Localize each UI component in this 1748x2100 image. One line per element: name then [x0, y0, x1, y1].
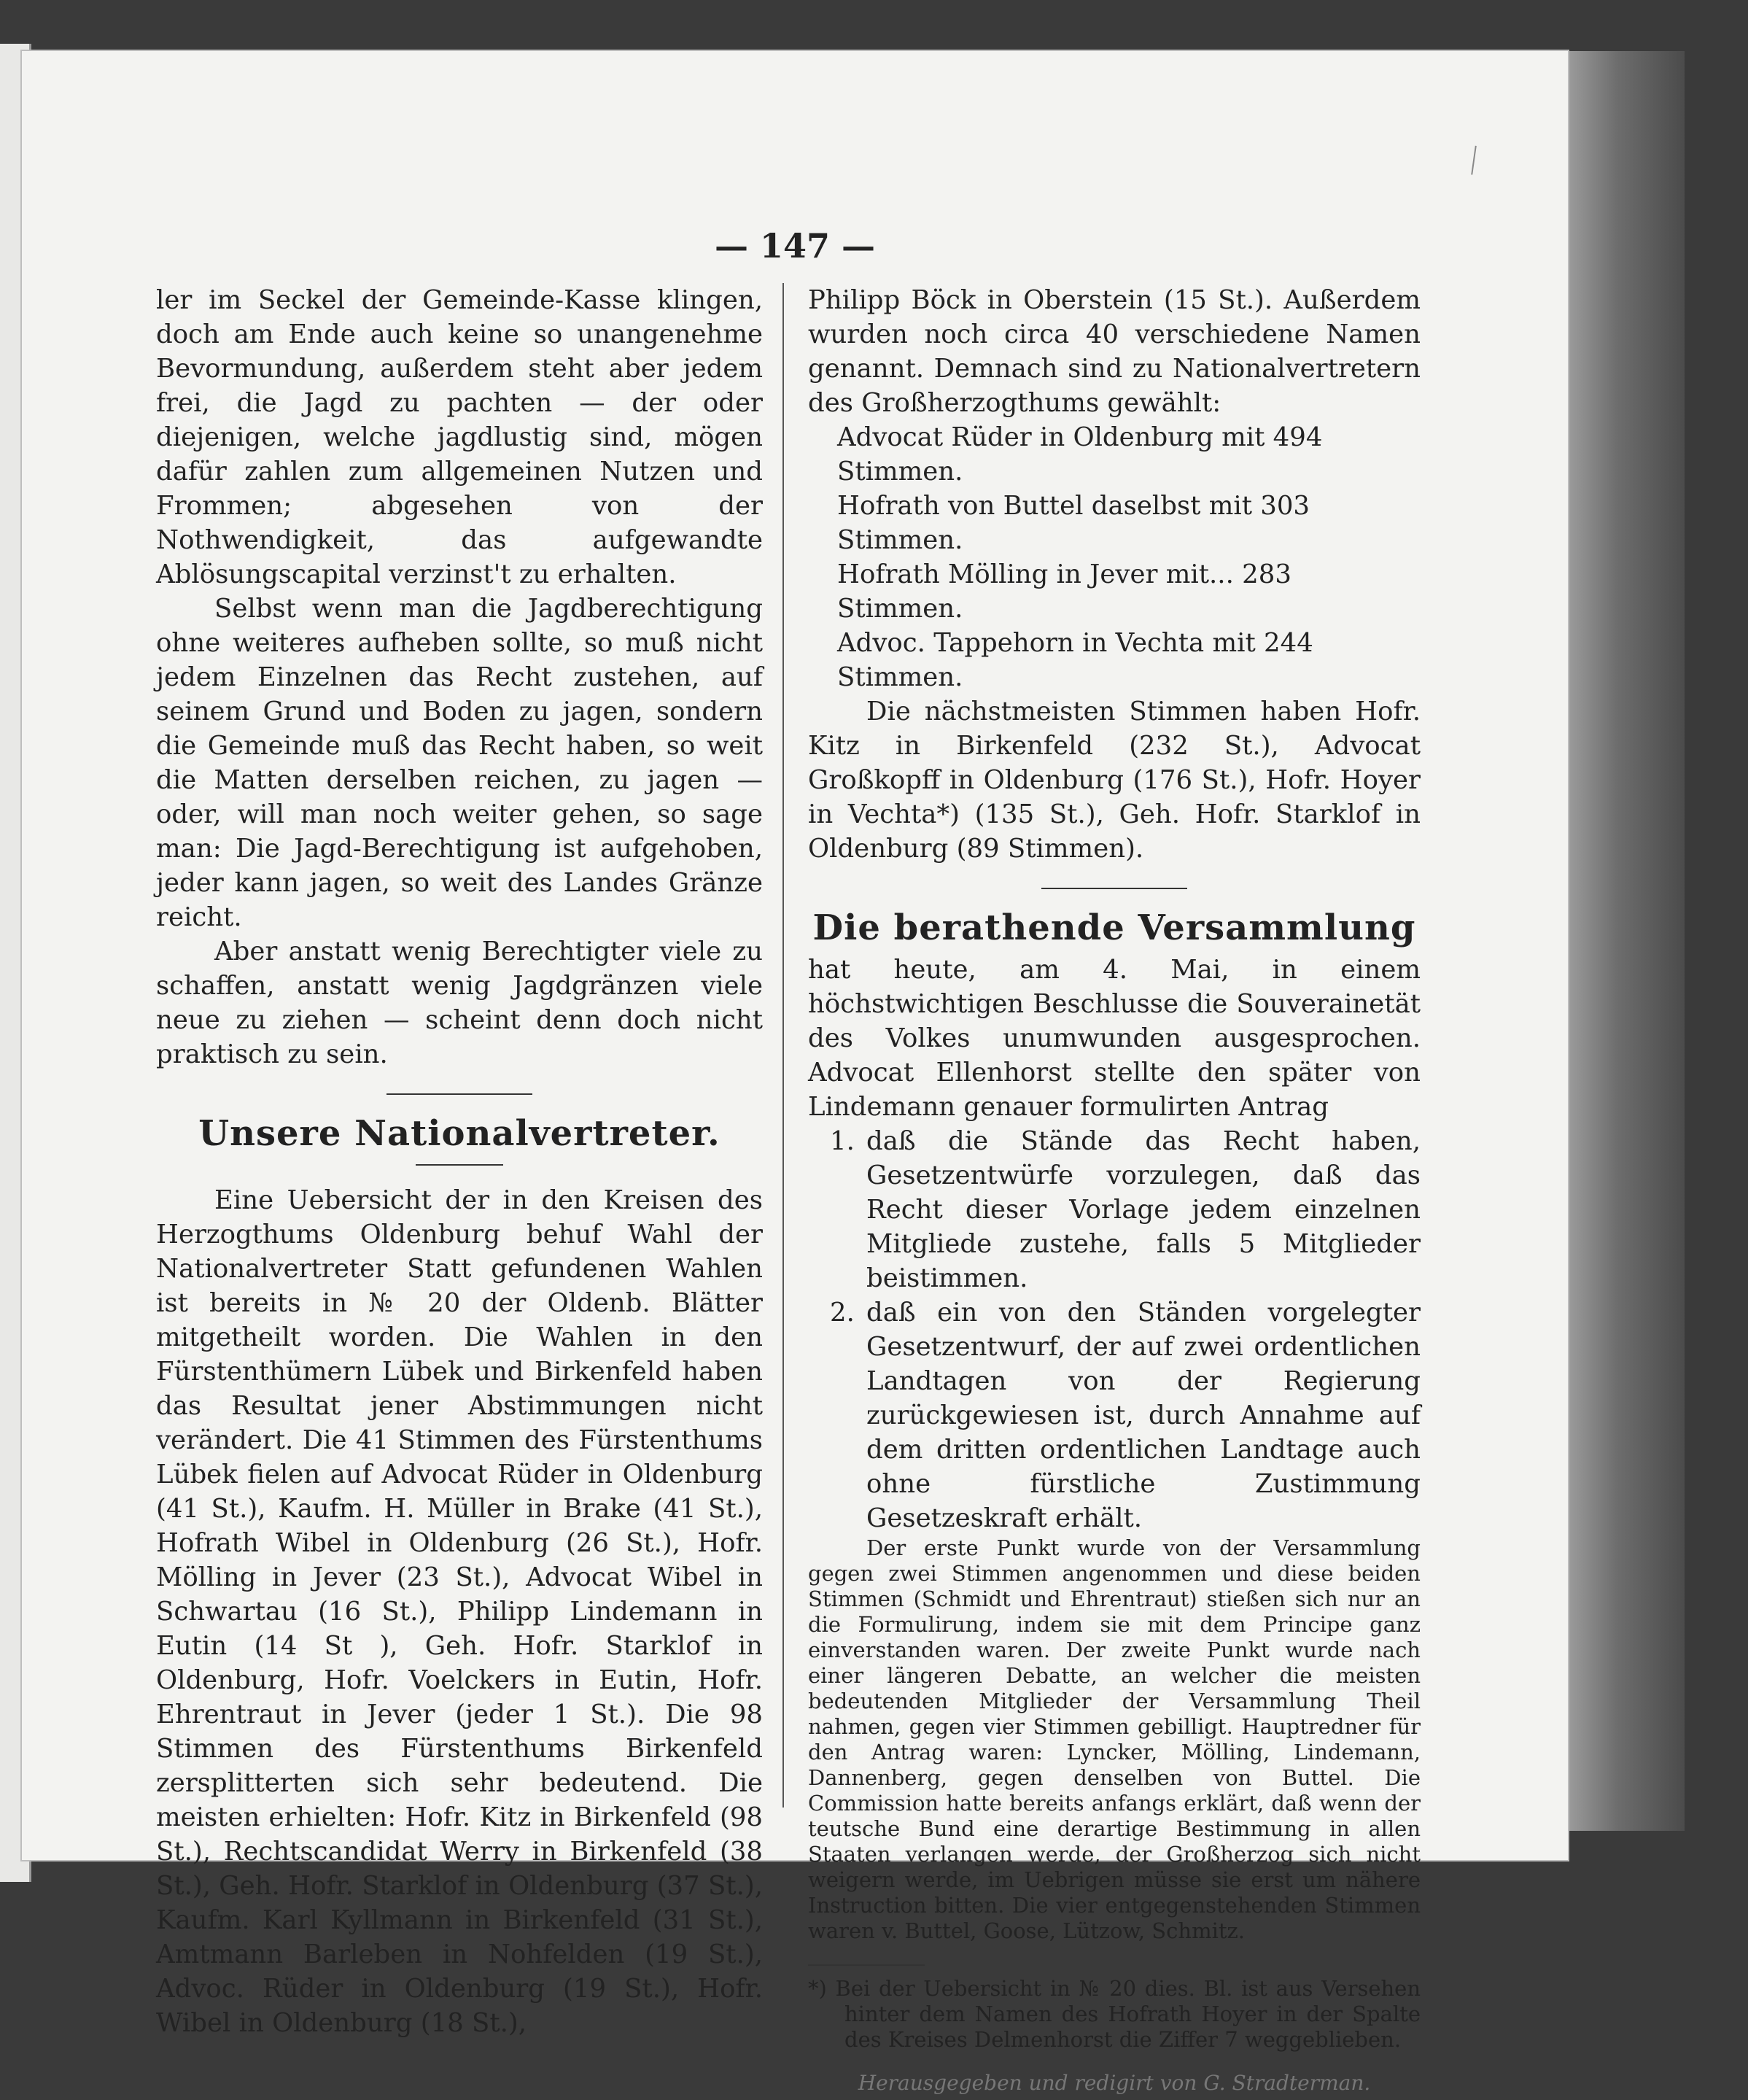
motion-item [808, 1124, 1421, 1295]
page-number: — 147 — [714, 226, 876, 266]
elected-item: Hofrath von Buttel daselbst mit 303 Stimmen. [837, 491, 1310, 555]
motion-number: 2. [830, 1298, 855, 1328]
right-column [808, 283, 1421, 2100]
motion-text: daß ein von den Ständen vorgelegter Gesetzentwurf, der auf zwei ordentlichen Landtagen von der Regierung zurückgewiesen ist, durch Annahme auf dem dritten ordentlichen Landtage auch ohne fürstliche Zustimmung Gesetzeskraft erhält. [866, 1298, 1421, 1533]
paragraph-hunting-3: Aber anstatt wenig Berechtigter viele zu schaffen, anstatt wenig Jagdgränzen viele neue zu ziehen — scheint denn doch nicht praktisch zu sein. [156, 937, 763, 1069]
heading-underline [416, 1164, 503, 1166]
elected-item: Hofrath Mölling in Jever mit... 283 Stimmen. [837, 559, 1291, 624]
motion-item [808, 1295, 1421, 1535]
printer-imprint: Herausgegeben und redigirt von G. Stradterman. [858, 2071, 1371, 2095]
book-page [22, 51, 1568, 2095]
paragraph-vote-note: Der erste Punkt wurde von der Versammlung gegen zwei Stimmen angenommen und diese beiden Stimmen (Schmidt und Ehrentraut) stießen sich nur an die Formulirung, indem sie mit dem Principe ganz einverstanden waren. Der zweite Punkt wurde nach einer längeren Debatte, an welcher die meisten bedeutenden Mitglieder der Versammlung Theil nahmen, gegen vier Stimmen gebilligt. Hauptredner für den Antrag waren: Lyncker, Mölling, Lindemann, Dannenberg, gegen denselben von Buttel. Die Commission hatte bereits anfangs erklärt, daß wenn der teutsche Bund eine derartige Bestimmung in allen Staaten verlangen werde, der Großherzog sich nicht weigern werde, im Uebrigen müsse sie erst um nähere Instruction bitten. Die vier entgegenstehenden Stimmen waren v. Buttel, Goose, Lützow, Schmitz. [808, 1535, 1421, 1943]
paragraph-elected-intro: Philipp Böck in Oberstein (15 St.). Außerdem wurden noch circa 40 verschiedene Namen genannt. Demnach sind zu Nationalvertretern des Großherzogthums gewählt: [808, 285, 1421, 418]
elected-item: Advoc. Tappehorn in Vechta mit 244 Stimmen. [837, 628, 1313, 692]
elected-item: Advocat Rüder in Oldenburg mit 494 Stimmen. [837, 422, 1323, 487]
paragraph-hunting-2: Selbst wenn man die Jagdberechtigung ohne weiteres aufheben sollte, so muß nicht jedem Einzelnen das Recht zustehen, auf seinem Grund und Boden zu jagen, sondern die Gemeinde muß das Recht haben, so weit die Matten derselben reichen, zu jagen — oder, will man noch weiter gehen, so sage man: Die Jagd-Berechtigung ist aufgehoben, jeder kann jagen, so weit des Landes Gränze reicht. [156, 594, 763, 932]
paragraph-hunting-1: ler im Seckel der Gemeinde-Kasse klingen, doch am Ende auch keine so unangenehme Bevormundung, außerdem steht aber jedem frei, die Jagd zu pachten — der oder diejenigen, welche jagdlustig sind, mögen dafür zahlen zum allgemeinen Nutzen und Frommen; abgesehen von der Nothwendigkeit, das aufgewandte Ablösungscapital verzinst't zu erhalten. [156, 285, 763, 589]
motion-number: 1. [830, 1126, 855, 1156]
pencil-mark [1471, 146, 1480, 175]
column-divider [782, 283, 784, 1808]
paragraph-assembly: hat heute, am 4. Mai, in einem höchstwichtigen Beschlusse die Souverainetät des Volkes unumwunden ausgesprochen. Advocat Ellenhorst stellte den später von Lindemann genauer formulirten Antrag [808, 955, 1421, 1122]
paragraph-runners-up: Die nächstmeisten Stimmen haben Hofr. Kitz in Birkenfeld (232 St.), Advocat Großkopff in Oldenburg (176 St.), Hofr. Hoyer in Vechta*) (135 St.), Geh. Hofr. Starklof in Oldenburg (89 Stimmen). [808, 697, 1421, 864]
footnote-rule [808, 1964, 925, 1966]
motion-list [808, 1124, 1421, 1535]
section-rule [386, 1093, 532, 1095]
left-column [156, 283, 763, 2040]
heading-nationalvertreter: Unsere Nationalvertreter. [198, 1113, 720, 1154]
motion-text: daß die Stände das Recht haben, Gesetzentwürfe vorzulegen, daß das Recht dieser Vorlage jedem einzelnen Mitgliede zustehe, falls 5 Mitglieder beistimmen. [866, 1126, 1421, 1293]
section-rule [1041, 888, 1187, 889]
paragraph-elections: Eine Uebersicht der in den Kreisen des Herzogthums Oldenburg behuf Wahl der Nationalvertreter Statt gefundenen Wahlen ist bereits in № 20 der Oldenb. Blätter mitgetheilt worden. Die Wahlen in den Fürstenthümern Lübek und Birkenfeld haben das Resultat jener Abstimmungen nicht verändert. Die 41 Stimmen des Fürstenthums Lübek fielen auf Advocat Rüder in Oldenburg (41 St.), Kaufm. H. Müller in Brake (41 St.), Hofrath Wibel in Oldenburg (26 St.), Hofr. Mölling in Jever (23 St.), Advocat Wibel in Schwartau (16 St.), Philipp Lindemann in Eutin (14 St ), Geh. Hofr. Starklof in Oldenburg, Hofr. Voelckers in Eutin, Hofr. Ehrentraut in Jever (jeder 1 St.). Die 98 Stimmen des Fürstenthums Birkenfeld zersplitterten sich sehr bedeutend. Die meisten erhielten: Hofr. Kitz in Birkenfeld (98 St.), Rechtscandidat Werry in Birkenfeld (38 St.), Geh. Hofr. Starklof in Oldenburg (37 St.), Kaufm. Karl Kyllmann in Birkenfeld (31 St.), Amtmann Barleben in Nohfelden (19 St.), Advoc. Rüder in Oldenburg (19 St.), Hofr. Wibel in Oldenburg (18 St.), [156, 1185, 764, 2038]
footnote: *) Bei der Uebersicht in № 20 dies. Bl. ist aus Versehen hinter dem Namen des Hofrath Hoyer in der Spalte des Kreises Delmenhorst die Ziffer 7 weggeblieben. [808, 1976, 1421, 2052]
heading-versammlung: Die berathende Versammlung [812, 907, 1416, 948]
